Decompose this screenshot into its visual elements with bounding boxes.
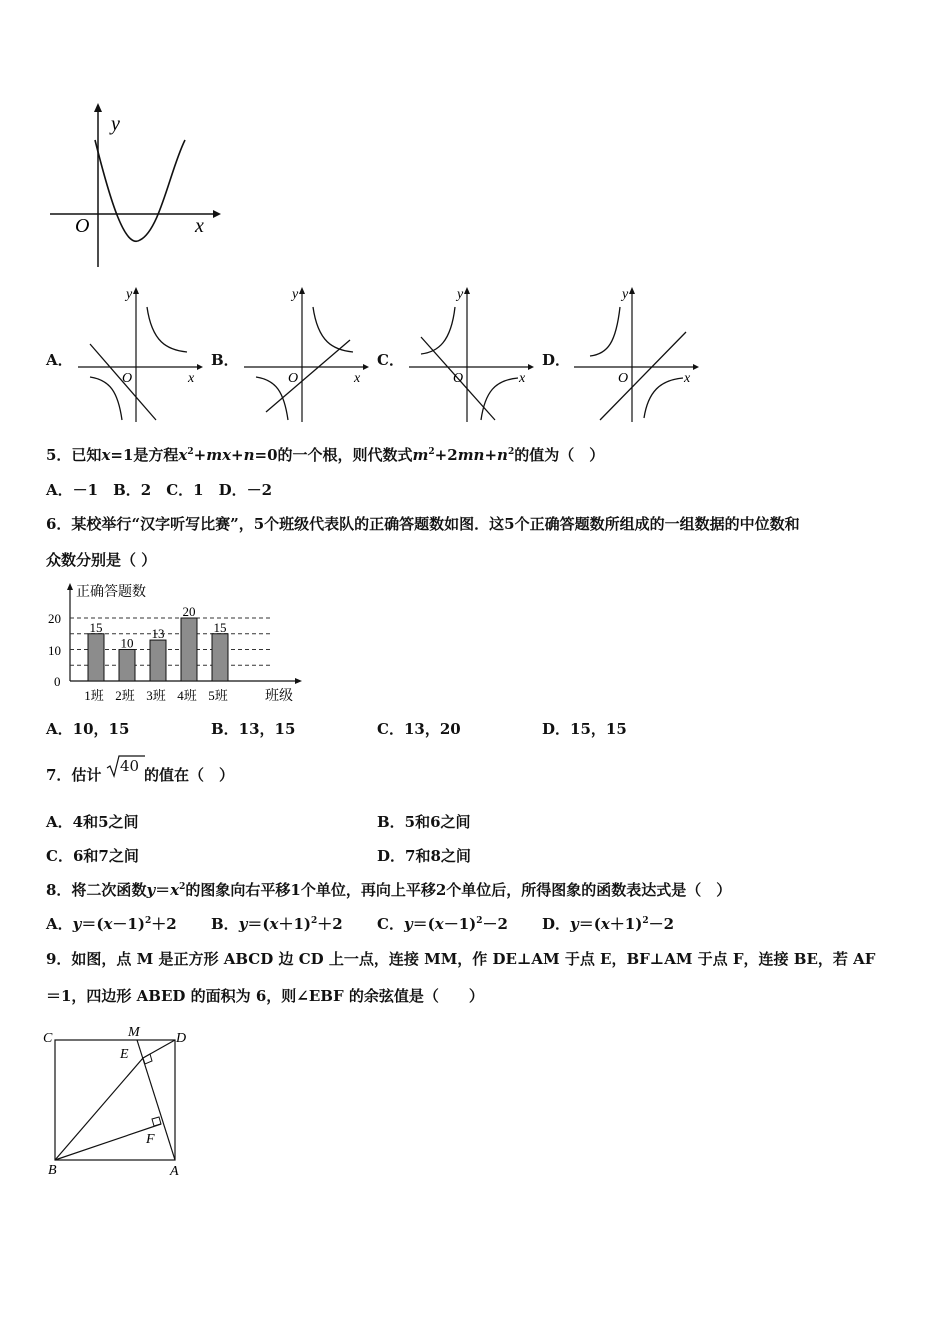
svg-text:F: F	[146, 1132, 155, 1147]
chart-value-label: 15	[213, 619, 227, 635]
q4-option-a-letter: A．	[46, 351, 73, 369]
q7-stem: 7．估计	[46, 766, 102, 784]
q4-option-b-graph	[238, 282, 374, 424]
origin-label: O	[75, 215, 90, 237]
q4-option-a-graph	[72, 282, 208, 424]
chart-bar	[212, 634, 228, 681]
q7-option-a: A．4和5之间	[46, 813, 139, 831]
svg-text:y: y	[622, 287, 629, 302]
chart-y-axis-arrow	[67, 583, 73, 590]
y-label: y	[111, 113, 120, 135]
q8-stem: 8．将二次函数$y=x^2$的图象向右平移1个单位，再向上平移2个单位后，所得图象的函数表达式是（ ）	[46, 881, 732, 899]
svg-text:y: y	[457, 287, 464, 302]
q8-option-c: C．$y=(x-1)^2-2$	[377, 915, 508, 933]
chart-xlabel: 班级	[265, 689, 293, 704]
q8-option-b: B．$y=(x+1)^2+2$	[211, 915, 343, 933]
chart-bar	[88, 634, 104, 681]
svg-text:O: O	[122, 371, 133, 386]
q7-option-d: D．7和8之间	[377, 847, 471, 865]
chart-ytick-20: 20	[48, 611, 61, 626]
q7-option-c: C．6和7之间	[46, 847, 139, 865]
right-angle-f	[152, 1117, 161, 1126]
q6-stem-line2: 众数分别是（ ）	[46, 551, 157, 569]
q4-option-b-letter: B．	[211, 351, 239, 369]
q6-option-d: D．15，15	[542, 720, 627, 738]
svg-text:O: O	[288, 371, 299, 386]
q9-stem-line2: ＝1，四边形 ABED 的面积为 6，则∠EBF 的余弦值是（ ）	[46, 987, 484, 1005]
q7-option-b: B．5和6之间	[377, 813, 471, 831]
chart-x-axis-arrow	[295, 678, 302, 684]
q4-option-d-letter: D．	[542, 351, 571, 369]
q5-options: A．－1 B．2 C．1 D．－2	[46, 481, 273, 499]
svg-text:C: C	[43, 1031, 53, 1046]
chart-category-label: 1班	[84, 688, 104, 703]
svg-text:B: B	[48, 1163, 57, 1178]
q6-stem-line1: 6．某校举行“汉字听写比赛”，5个班级代表队的正确答题数如图．这5个正确答题数所组成的一组数据的中位数和	[46, 515, 800, 533]
chart-bar	[181, 618, 197, 681]
q8-option-d: D．$y=(x+1)^2-2$	[542, 915, 675, 933]
chart-category-label: 4班	[177, 688, 197, 703]
q6-bar-chart	[40, 578, 305, 708]
chart-value-label: 15	[89, 619, 103, 635]
q6-option-a: A．10，15	[46, 720, 130, 738]
chart-ytick-10: 10	[48, 643, 61, 658]
svg-text:D: D	[176, 1031, 187, 1046]
chart-value-label: 20	[182, 604, 196, 619]
q7-radicand: 40	[120, 757, 140, 775]
svg-text:E: E	[120, 1047, 129, 1062]
q6-option-c: C．13，20	[377, 720, 461, 738]
q7-stem-tail: 的值在（ ）	[144, 766, 235, 784]
svg-text:y: y	[292, 287, 299, 302]
svg-text:x: x	[684, 371, 691, 386]
q6-option-b: B．13，15	[211, 720, 296, 738]
svg-text:x: x	[188, 371, 195, 386]
q9-square-figure	[40, 1020, 200, 1185]
x-label: x	[195, 215, 204, 237]
y-axis-arrow	[94, 103, 102, 112]
chart-value-label: 10	[120, 635, 134, 651]
q4-parabola-graph	[45, 100, 225, 270]
chart-category-label: 3班	[146, 688, 166, 703]
chart-category-label: 2班	[115, 688, 135, 703]
q4-option-c-graph	[403, 282, 539, 424]
chart-category-label: 5班	[208, 688, 228, 703]
q9-stem-line1: 9．如图，点 M 是正方形 ABCD 边 CD 上一点，连接 MM，作 DE⊥AM 于点 E，BF⊥AM 于点 F，连接 BE，若 AF	[46, 950, 876, 968]
svg-text:A: A	[170, 1164, 179, 1179]
svg-text:y: y	[126, 287, 133, 302]
chart-ytick-0: 0	[54, 674, 61, 689]
q4-option-d-graph	[568, 282, 704, 424]
svg-text:O: O	[618, 371, 629, 386]
chart-ylabel: 正确答题数	[76, 585, 146, 600]
q5-stem: 5．已知x=1是方程$x^2+mx+n=0$的一个根，则代数式$m^2+2mn+n^2$的值为（ ）	[46, 446, 605, 464]
q8-option-a: A．$y=(x-1)^2+2$	[46, 915, 177, 933]
chart-value-label: 13	[151, 626, 165, 642]
chart-bar	[150, 640, 166, 681]
svg-text:x: x	[354, 371, 361, 386]
svg-text:x: x	[519, 371, 526, 386]
right-angle-e	[143, 1054, 152, 1064]
q4-option-c-letter: C．	[377, 351, 404, 369]
svg-text:M: M	[128, 1025, 140, 1040]
parabola-curve	[95, 140, 185, 241]
svg-text:O: O	[453, 371, 464, 386]
chart-bar	[119, 650, 135, 682]
x-axis-arrow	[213, 210, 221, 218]
